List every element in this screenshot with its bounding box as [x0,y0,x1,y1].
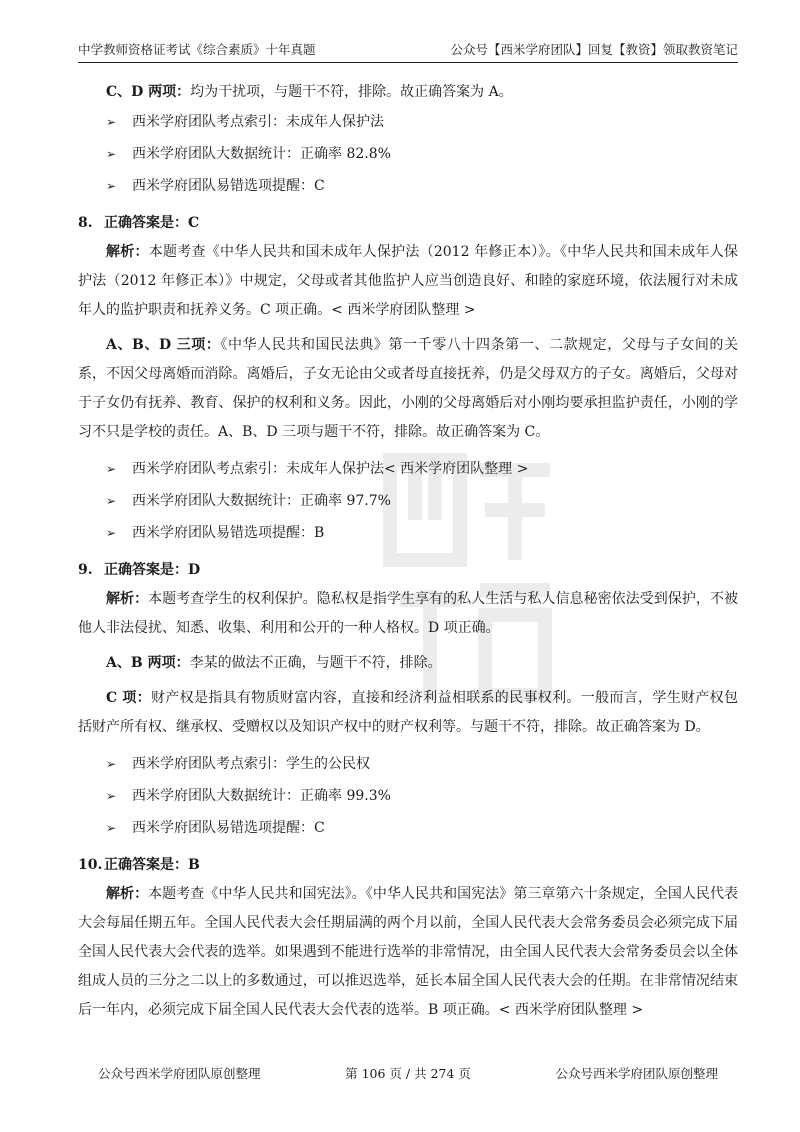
bullet-item: ➢ 西米学府团队考点索引：未成年人保护法< 西米学府团队整理 > [78,453,738,485]
arrow-bullet-icon: ➢ [106,789,117,803]
question-number: 10. [78,857,103,873]
bullet-item: ➢ 西米学府团队大数据统计：正确率 82.8% [78,138,738,170]
page-number: 第 106 页 / 共 274 页 [345,1066,471,1081]
bullet-item: ➢ 西米学府团队考点索引：学生的公民权 [78,748,738,780]
arrow-bullet-icon: ➢ [106,494,117,508]
cd-text: 均为干扰项，与题干不符，排除。故正确答案为 A。 [190,84,513,100]
bullet-item: ➢ 西米学府团队易错选项提醒：C [78,812,738,844]
bullet-item: ➢ 西米学府团队考点索引：未成年人保护法 [78,106,738,138]
q10-analysis: 解析：本题考查《中华人民共和国宪法》。《中华人民共和国宪法》第三章第六十条规定，全国人民代表大会每届任期五年。全国人民代表大会任期届满的两个月以前，全国人民代表大会常务委员会必须完成下届全国人民代表大会代表的选举。如果遇到不能进行选举的非常情况，由全国人民代表大会常务委员会以全体组成人员的三分之二以上的多数通过，可以推迟选举，延长本届全国人民代表大会的任期。在非常情况结束后一年内，必须完成下届全国人民代表大会代表的选举。B 项正确。< 西米学府团队整理 > [78,886,739,1018]
page-header [78,40,738,63]
arrow-bullet-icon: ➢ [106,757,117,771]
cd-label: C、D 两项： [106,84,191,100]
page-content [78,78,738,1025]
cd-explanation [78,78,738,106]
question-answer: 正确答案是：B [104,857,200,873]
question-10-heading [78,850,738,880]
footer-right-text: 公众号西米学府团队原创整理 [555,1066,718,1081]
question-answer: 正确答案是：D [104,562,201,578]
bullet-item: ➢ 西米学府团队大数据统计：正确率 97.7% [78,485,738,517]
q9-c-explanation: C 项：财产权是指具有物质财富内容，直接和经济利益相联系的民事权利。一般而言，学生财产权包括财产所有权、继承权、受赠权以及知识产权中的财产权利等。与题干不符，排除。故正确答案为 D。 [78,690,738,735]
arrow-bullet-icon: ➢ [106,147,117,161]
question-number: 9. [78,562,93,578]
q8-abd-explanation: A、B、D 三项：《中华人民共和国民法典》第一千零八十四条第一、二款规定，父母与子女间的关系，不因父母离婚而消除。离婚后，子女无论由父或者母直接抚养，仍是父母双方的子女。离婚后，父母对于子女仍有抚养、教育、保护的权利和义务。因此，小刚的父母离婚后对小刚均要承担监护责任，小刚的学习不只是学校的责任。A、B、D 三项与题干不符，排除。故正确答案为 C。 [78,337,738,440]
arrow-bullet-icon: ➢ [106,462,117,476]
bullet-item: ➢ 西米学府团队大数据统计：正确率 99.3% [78,780,738,812]
q8-analysis: 解析：本题考查《中华人民共和国未成年人保护法（2012 年修正本）》。《中华人民共和国未成年人保护法（2012 年修正本）》中规定，父母或者其他监护人应当创造良好、和睦的家庭环境，依法履行对未成年人的监护职责和抚养义务。C 项正确。< 西米学府团队整理 > [78,244,739,318]
bullet-item: ➢ 西米学府团队易错选项提醒：C [78,170,738,202]
arrow-bullet-icon: ➢ [106,821,117,835]
question-9-heading [78,555,738,585]
footer-left-text: 公众号西米学府团队原创整理 [98,1066,261,1081]
q9-analysis: 解析：本题考查学生的权利保护。隐私权是指学生享有的私人生活与私人信息秘密依法受到保护，不被他人非法侵扰、知悉、收集、利用和公开的一种人格权。D 项正确。 [78,591,739,636]
q9-ab-explanation: A、B 两项：李某的做法不正确，与题干不符，排除。 [106,655,442,671]
question-number: 8. [78,215,93,231]
bullet-item: ➢ 西米学府团队易错选项提醒：B [78,517,738,549]
arrow-bullet-icon: ➢ [106,115,117,129]
arrow-bullet-icon: ➢ [106,526,117,540]
header-right-text: 公众号【西米学府团队】回复【教资】领取教资笔记 [450,42,738,57]
header-left-text: 中学教师资格证考试《综合素质》十年真题 [78,42,316,57]
arrow-bullet-icon: ➢ [106,179,117,193]
question-answer: 正确答案是：C [104,215,200,231]
question-8-heading [78,208,738,238]
